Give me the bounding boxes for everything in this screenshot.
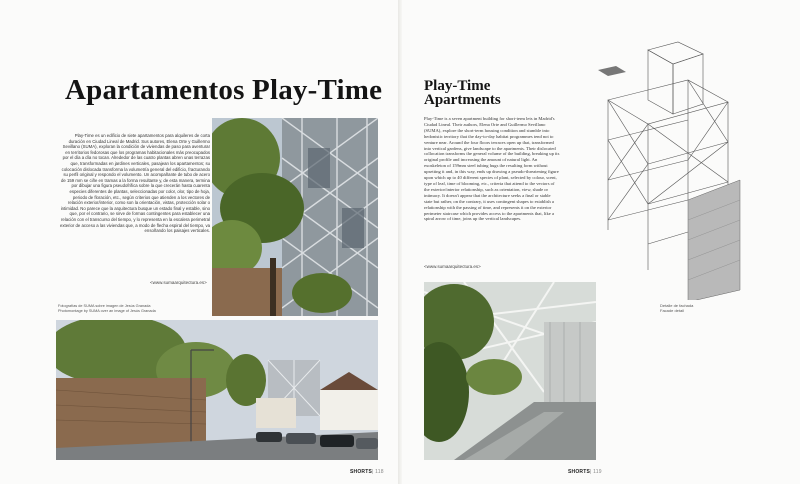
title-line-2: Apartments: [424, 92, 501, 108]
page-title-english: [424, 79, 501, 107]
street-photo: [56, 320, 378, 460]
page-gutter: [398, 0, 402, 484]
website-link-spanish[interactable]: <www.sumaarquitectura.es>: [150, 280, 207, 285]
detail-caption: Detalle de fachada Facade detail: [660, 303, 694, 313]
title-line-1: Play-Time: [424, 78, 491, 94]
body-text-spanish: Play-Time es un edificio de siete apartamentos para alquileres de corta duración en Ciudad Lineal de Madrid. Sus autores, Elena Orte y Guillermo Sevillano (SUMA), exploran la condición de viviendas de paso para aventurar en territorios fedorosas que los programas habitacionales más preocupados por el día a día no tocan. Alrededor de las cuatro plantas abren unas terrazas que, transformadas en jardines verticales, pasajean los apartamentos; su colocación dislocada transforma la volumetría general del edificio, fracturando su perfil original y respondo el volumento. Un acompañante de tubo de acero de 159 mm se ciñe en tramas a la forma resultante y, de esta manera, termina por dibujar una figura pseudofrifica sobre la que crecerán hasta cuarenta especies diferentes de plantas, seleccionadas por color, olor, tipo de hoja, periodo de floración, etc., según criterios que atienden a los vectores de relación exterior/interior, como son la orientación, vistas, protección solar o intimidad. No parece que la arquitectura busque un estado final y estable, sino que, por el contrario, se sirve de formas contingentes para establecer una relación con el transcurso del tiempo, y lo representa en la escalera perimetral exterior de acceso a las viviendas que, a modo de flecha espiral del tiempo, va ensoñando los paisajes verticales.: [60, 133, 210, 234]
website-link-english[interactable]: <www.sumaarquitectura.es>: [424, 264, 481, 269]
facade-photo: [212, 118, 378, 316]
terrace-photo: [424, 282, 596, 460]
page-number-right: | 119: [590, 469, 602, 475]
footer-left: [350, 469, 384, 475]
footer-brand-right: SHORTS: [568, 469, 591, 475]
photo-caption: Fotografías de SUMA sobre imagen de Jesús Granada Photomontage by SUMA over an image of Jesús Granada: [58, 304, 156, 313]
footer-right: [568, 469, 602, 475]
footer-brand-left: SHORTS: [350, 469, 373, 475]
axonometric-drawing: [568, 40, 748, 300]
page-title-spanish: Apartamentos Play-Time: [65, 74, 383, 106]
body-text-english: Play-Time is a seven apartment building for short-term lets in Madrid's Ciudad Lineal. Their authors, Elena Orte and Guillermo Sevillano (SUMA), explore the short-term housing condition and stumble into hedonistic territory that the day-to-day habitat programmes tend not to venture near. Around the four floors terraces open up that, transformed into vertical gardens, give landscape to the apartments. Their dislocated collocation transforms the general volume of the building, breaking up its original profile and increasing the amount of natural light. An exoskeleton of 159mm steel tubing hugs the resulting form without upsetting it and, in this way, ends up drawing a pseudo-threatening figure upon which up to 40 different species of plant, selected by colour, scent, type of leaf, time of blooming, etc., criteria that attend to the vectors of the exterior/interior relationship, such as orientation, view, shade or intimacy. It doesn't appear that the architecture seeks a final or stable state but rather, on the contrary, it uses contingent shapes to establish a relationship with the passing of time, and represents it on the exterior perimeter staircase which provides access to the apartments that, like a spiral arrow of time, joins up the vertical landscapes.: [424, 116, 560, 222]
page-number-left: | 118: [372, 469, 384, 475]
